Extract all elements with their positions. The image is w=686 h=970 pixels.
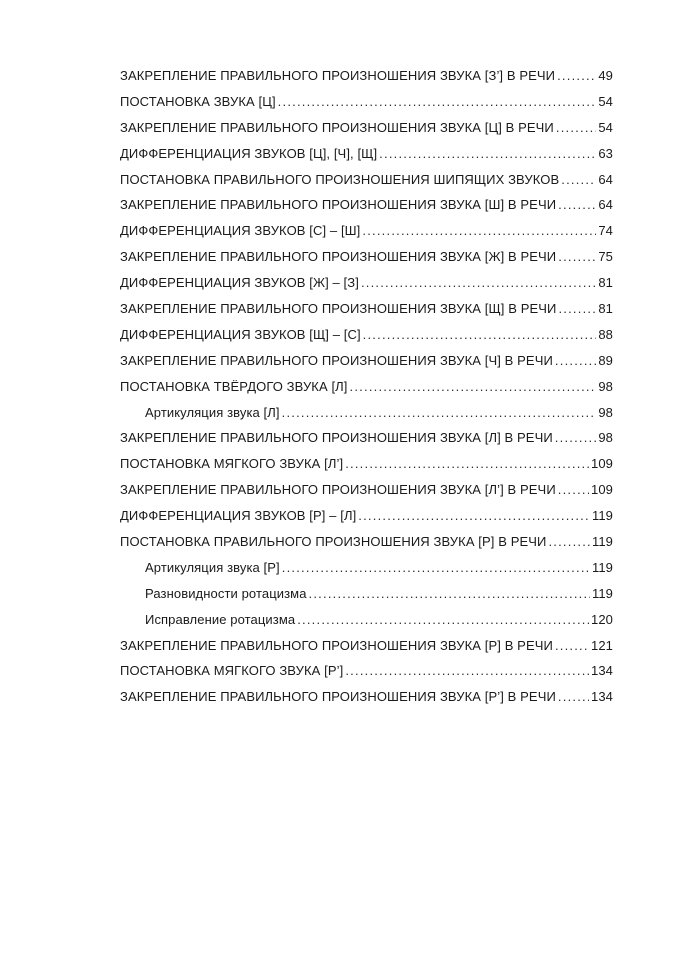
toc-entry[interactable]	[120, 197, 613, 223]
toc-dot-leader	[558, 482, 589, 497]
toc-entry-title: ДИФФЕРЕНЦИАЦИЯ ЗВУКОВ [Ц], [Ч], [Щ]	[120, 145, 378, 161]
toc-entry-title: Разновидности ротацизма	[145, 585, 307, 601]
toc-page-number: 54	[598, 93, 613, 109]
toc-entry-title: ПОСТАНОВКА ТВЁРДОГО ЗВУКА [Л]	[120, 378, 348, 394]
toc-dot-leader	[558, 689, 589, 704]
toc-entry-title: ЗАКРЕПЛЕНИЕ ПРАВИЛЬНОГО ПРОИЗНОШЕНИЯ ЗВУКА [Ч] В РЕЧИ	[120, 352, 553, 368]
toc-dot-leader	[555, 638, 589, 653]
toc-dot-leader	[278, 94, 597, 109]
toc-dot-leader	[561, 172, 596, 187]
toc-dot-leader	[558, 197, 596, 212]
toc-page-number: 89	[598, 352, 613, 368]
toc-dot-leader	[345, 663, 589, 678]
toc-dot-leader	[309, 586, 590, 601]
toc-entry-title: ДИФФЕРЕНЦИАЦИЯ ЗВУКОВ [Ж] – [З]	[120, 275, 359, 291]
toc-entry[interactable]	[120, 249, 613, 275]
toc-entry[interactable]	[120, 172, 613, 198]
toc-entry-title: Артикуляция звука [Р]	[145, 559, 280, 575]
toc-entry-title: Артикуляция звука [Л]	[145, 404, 280, 420]
toc-entry[interactable]	[120, 275, 613, 301]
toc-page-number: 119	[591, 534, 613, 550]
toc-page-number: 63	[598, 145, 613, 161]
toc-entry[interactable]	[120, 327, 613, 353]
toc-entry-title: ЗАКРЕПЛЕНИЕ ПРАВИЛЬНОГО ПРОИЗНОШЕНИЯ ЗВУКА [Щ] В РЕЧИ	[120, 301, 557, 317]
toc-dot-leader	[379, 146, 596, 161]
toc-page-number: 64	[598, 197, 613, 213]
toc-page-number: 109	[591, 456, 613, 472]
toc-subentry[interactable]	[120, 560, 613, 586]
toc-page-number: 98	[598, 430, 613, 446]
toc-entry[interactable]	[120, 301, 613, 327]
toc-entry-title: ЗАКРЕПЛЕНИЕ ПРАВИЛЬНОГО ПРОИЗНОШЕНИЯ ЗВУКА [Р’] В РЕЧИ	[120, 689, 556, 705]
toc-page-number: 54	[598, 119, 613, 135]
toc-entry-title: ПОСТАНОВКА ПРАВИЛЬНОГО ПРОИЗНОШЕНИЯ ЗВУКА [Р] В РЕЧИ	[120, 534, 547, 550]
toc-page-number: 74	[598, 223, 613, 239]
toc-entry-title: ДИФФЕРЕНЦИАЦИЯ ЗВУКОВ [С] – [Ш]	[120, 223, 361, 239]
toc-entry-title: ЗАКРЕПЛЕНИЕ ПРАВИЛЬНОГО ПРОИЗНОШЕНИЯ ЗВУКА [Л] В РЕЧИ	[120, 430, 553, 446]
toc-dot-leader	[345, 456, 589, 471]
toc-entry[interactable]	[120, 353, 613, 379]
toc-page-number: 81	[598, 275, 613, 291]
toc-entry-title: ПОСТАНОВКА ПРАВИЛЬНОГО ПРОИЗНОШЕНИЯ ШИПЯЩИХ ЗВУКОВ	[120, 171, 560, 187]
toc-dot-leader	[297, 612, 589, 627]
toc-entry-title: ПОСТАНОВКА ЗВУКА [Ц]	[120, 93, 276, 109]
toc-page-number: 88	[598, 326, 613, 342]
toc-entry[interactable]	[120, 94, 613, 120]
toc-entry[interactable]	[120, 663, 613, 689]
toc-dot-leader	[362, 223, 596, 238]
toc-dot-leader	[358, 508, 590, 523]
toc-dot-leader	[548, 534, 590, 549]
toc-entry-title: ПОСТАНОВКА МЯГКОГО ЗВУКА [Л’]	[120, 456, 344, 472]
toc-entry[interactable]	[120, 379, 613, 405]
toc-page-number: 109	[591, 482, 613, 498]
toc-dot-leader	[282, 560, 590, 575]
toc-page-number: 121	[591, 637, 613, 653]
toc-entry[interactable]	[120, 68, 613, 94]
toc-entry[interactable]	[120, 430, 613, 456]
toc-entry-title: ЗАКРЕПЛЕНИЕ ПРАВИЛЬНОГО ПРОИЗНОШЕНИЯ ЗВУКА [Ц] В РЕЧИ	[120, 119, 554, 135]
toc-dot-leader	[557, 68, 596, 83]
toc-page-number: 75	[598, 249, 613, 265]
toc-entry[interactable]	[120, 146, 613, 172]
toc-entry-title: Исправление ротацизма	[145, 611, 296, 627]
toc-page-number: 49	[598, 68, 613, 83]
toc-entry[interactable]	[120, 120, 613, 146]
toc-dot-leader	[361, 275, 596, 290]
toc-entry-title: ЗАКРЕПЛЕНИЕ ПРАВИЛЬНОГО ПРОИЗНОШЕНИЯ ЗВУКА [З’] В РЕЧИ	[120, 68, 556, 83]
toc-entry-title: ЗАКРЕПЛЕНИЕ ПРАВИЛЬНОГО ПРОИЗНОШЕНИЯ ЗВУКА [Ш] В РЕЧИ	[120, 197, 557, 213]
toc-entry[interactable]	[120, 638, 613, 664]
toc-entry-title: ЗАКРЕПЛЕНИЕ ПРАВИЛЬНОГО ПРОИЗНОШЕНИЯ ЗВУКА [Р] В РЕЧИ	[120, 637, 553, 653]
toc-dot-leader	[556, 120, 596, 135]
table-of-contents	[120, 68, 613, 715]
toc-dot-leader	[282, 405, 597, 420]
toc-page-number: 119	[591, 508, 613, 524]
toc-dot-leader	[555, 430, 597, 445]
toc-dot-leader	[555, 353, 596, 368]
toc-page-number: 119	[591, 559, 613, 575]
toc-entry-title: ЗАКРЕПЛЕНИЕ ПРАВИЛЬНОГО ПРОИЗНОШЕНИЯ ЗВУКА [Л’] В РЕЧИ	[120, 482, 556, 498]
toc-page-number: 98	[598, 378, 613, 394]
toc-entry-title: ДИФФЕРЕНЦИАЦИЯ ЗВУКОВ [Щ] – [С]	[120, 326, 361, 342]
toc-entry[interactable]	[120, 534, 613, 560]
toc-dot-leader	[350, 379, 597, 394]
toc-entry-title: ПОСТАНОВКА МЯГКОГО ЗВУКА [Р’]	[120, 663, 344, 679]
toc-entry-title: ЗАКРЕПЛЕНИЕ ПРАВИЛЬНОГО ПРОИЗНОШЕНИЯ ЗВУКА [Ж] В РЕЧИ	[120, 249, 557, 265]
toc-entry[interactable]	[120, 508, 613, 534]
toc-entry[interactable]	[120, 482, 613, 508]
toc-page-number: 119	[591, 585, 613, 601]
toc-subentry[interactable]	[120, 612, 613, 638]
toc-dot-leader	[558, 301, 596, 316]
toc-dot-leader	[558, 249, 596, 264]
toc-subentry[interactable]	[120, 586, 613, 612]
toc-entry-title: ДИФФЕРЕНЦИАЦИЯ ЗВУКОВ [Р] – [Л]	[120, 508, 357, 524]
toc-page-number: 64	[598, 171, 613, 187]
toc-page-number: 81	[598, 301, 613, 317]
toc-entry[interactable]	[120, 456, 613, 482]
toc-page-number: 98	[598, 404, 613, 420]
toc-entry[interactable]	[120, 223, 613, 249]
toc-subentry[interactable]	[120, 405, 613, 431]
toc-page-number: 134	[591, 663, 613, 679]
toc-entry[interactable]	[120, 689, 613, 715]
toc-dot-leader	[363, 327, 597, 342]
toc-page-number: 120	[591, 611, 613, 627]
toc-page-number: 134	[591, 689, 613, 705]
